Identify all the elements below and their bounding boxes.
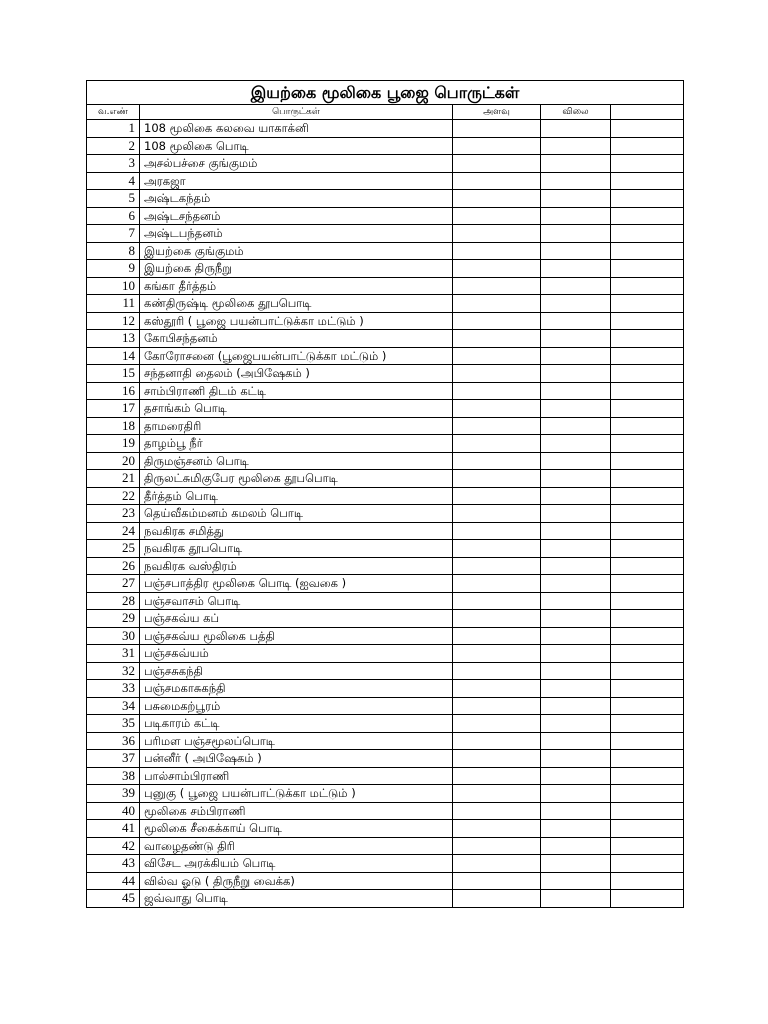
price-cell [541, 452, 611, 470]
quantity-cell [453, 452, 541, 470]
serial-cell: 39 [87, 785, 140, 803]
serial-cell: 12 [87, 312, 140, 330]
item-cell: இயற்கை குங்குமம் [140, 242, 453, 260]
table-row [87, 750, 684, 768]
price-cell [541, 120, 611, 138]
serial-cell: 23 [87, 505, 140, 523]
item-cell: படிகாரம் கட்டி [140, 715, 453, 733]
extra-cell [611, 732, 684, 750]
item-header: பொருட்கள் [140, 105, 453, 120]
quantity-cell [453, 277, 541, 295]
quantity-cell [453, 697, 541, 715]
table-row [87, 470, 684, 488]
price-cell [541, 697, 611, 715]
serial-cell: 2 [87, 137, 140, 155]
quantity-cell [453, 890, 541, 908]
item-cell: அசல்பச்சை குங்குமம் [140, 155, 453, 173]
table-row [87, 487, 684, 505]
extra-cell [611, 190, 684, 208]
price-cell [541, 242, 611, 260]
serial-cell: 32 [87, 662, 140, 680]
table-row [87, 540, 684, 558]
extra-cell [611, 785, 684, 803]
table-row [87, 155, 684, 173]
serial-cell: 26 [87, 557, 140, 575]
table-row [87, 820, 684, 838]
serial-cell: 10 [87, 277, 140, 295]
price-cell [541, 890, 611, 908]
quantity-cell [453, 750, 541, 768]
table-row [87, 557, 684, 575]
extra-cell [611, 242, 684, 260]
table-row [87, 330, 684, 348]
item-cell: நவகிரக வஸ்திரம் [140, 557, 453, 575]
serial-cell: 33 [87, 680, 140, 698]
quantity-cell [453, 680, 541, 698]
quantity-cell [453, 522, 541, 540]
item-cell: பஞ்சவாசம் பொடி [140, 592, 453, 610]
quantity-cell [453, 855, 541, 873]
item-cell: தசாங்கம் பொடி [140, 400, 453, 418]
table-row [87, 260, 684, 278]
quantity-cell [453, 260, 541, 278]
item-cell: சாம்பிராணி திடம் கட்டி [140, 382, 453, 400]
quantity-cell [453, 435, 541, 453]
serial-cell: 41 [87, 820, 140, 838]
quantity-cell [453, 802, 541, 820]
quantity-cell [453, 242, 541, 260]
table-row [87, 172, 684, 190]
item-cell: 108 மூலிகை பொடி [140, 137, 453, 155]
price-cell [541, 837, 611, 855]
item-cell: சந்தனாதி தைலம் (அபிஷேகம் ) [140, 365, 453, 383]
price-cell [541, 820, 611, 838]
item-cell: பஞ்சமகாசுகந்தி [140, 680, 453, 698]
table-row [87, 575, 684, 593]
item-cell: திருமஞ்சனம் பொடி [140, 452, 453, 470]
table-row [87, 627, 684, 645]
serial-cell: 15 [87, 365, 140, 383]
price-cell [541, 225, 611, 243]
extra-cell [611, 120, 684, 138]
price-cell [541, 487, 611, 505]
item-cell: பஞ்சசுகந்தி [140, 662, 453, 680]
item-cell: தாழம்பூ நீர் [140, 435, 453, 453]
extra-cell [611, 225, 684, 243]
table-row [87, 732, 684, 750]
quantity-cell [453, 872, 541, 890]
serial-cell: 7 [87, 225, 140, 243]
table-row [87, 417, 684, 435]
quantity-cell [453, 645, 541, 663]
table-row [87, 435, 684, 453]
price-cell [541, 627, 611, 645]
item-cell: பன்னீர் ( அபிஷேகம் ) [140, 750, 453, 768]
serial-cell: 20 [87, 452, 140, 470]
table-row [87, 347, 684, 365]
price-cell [541, 260, 611, 278]
extra-cell [611, 260, 684, 278]
item-cell: வாழைதண்டு திரி [140, 837, 453, 855]
table-row [87, 855, 684, 873]
item-cell: நவகிரக தூபபொடி [140, 540, 453, 558]
table-row [87, 277, 684, 295]
serial-cell: 36 [87, 732, 140, 750]
price-cell [541, 137, 611, 155]
quantity-cell [453, 575, 541, 593]
item-cell: கோபிசந்தனம் [140, 330, 453, 348]
quantity-cell [453, 172, 541, 190]
price-header: விலை [541, 105, 611, 120]
item-cell: விசேட அரக்கியம் பொடி [140, 855, 453, 873]
serial-cell: 22 [87, 487, 140, 505]
table-row [87, 242, 684, 260]
quantity-cell [453, 592, 541, 610]
serial-cell: 43 [87, 855, 140, 873]
price-cell [541, 732, 611, 750]
sheet-title: இயற்கை மூலிகை பூஜை பொருட்கள் [87, 81, 684, 105]
table-row [87, 610, 684, 628]
quantity-cell [453, 225, 541, 243]
quantity-header: அளவு [453, 105, 541, 120]
serial-cell: 25 [87, 540, 140, 558]
serial-cell: 24 [87, 522, 140, 540]
table-row [87, 137, 684, 155]
extra-cell [611, 680, 684, 698]
extra-header [611, 105, 684, 120]
price-cell [541, 347, 611, 365]
quantity-cell [453, 715, 541, 733]
item-cell: அஷ்டசந்தனம் [140, 207, 453, 225]
price-cell [541, 505, 611, 523]
serial-cell: 35 [87, 715, 140, 733]
extra-cell [611, 417, 684, 435]
table-row [87, 505, 684, 523]
item-cell: பஞ்சகவ்ய மூலிகை பத்தி [140, 627, 453, 645]
item-cell: பஞ்சபாத்திர மூலிகை பொடி (ஐவகை ) [140, 575, 453, 593]
price-cell [541, 277, 611, 295]
quantity-cell [453, 505, 541, 523]
item-cell: அரகஜா [140, 172, 453, 190]
price-cell [541, 680, 611, 698]
price-cell [541, 522, 611, 540]
item-cell: தாமரைதிரி [140, 417, 453, 435]
extra-cell [611, 662, 684, 680]
title-row [87, 81, 684, 105]
serial-cell: 38 [87, 767, 140, 785]
item-cell: தீர்த்தம் பொடி [140, 487, 453, 505]
serial-cell: 8 [87, 242, 140, 260]
extra-cell [611, 452, 684, 470]
extra-cell [611, 505, 684, 523]
serial-cell: 28 [87, 592, 140, 610]
serial-cell: 3 [87, 155, 140, 173]
table-row [87, 680, 684, 698]
serial-cell: 27 [87, 575, 140, 593]
item-cell: பசுமைகற்பூரம் [140, 697, 453, 715]
serial-cell: 29 [87, 610, 140, 628]
price-cell [541, 207, 611, 225]
serial-cell: 34 [87, 697, 140, 715]
extra-cell [611, 470, 684, 488]
table-row [87, 400, 684, 418]
quantity-cell [453, 820, 541, 838]
price-cell [541, 557, 611, 575]
price-cell [541, 155, 611, 173]
item-cell: தெய்வீகம்மனம் கமலம் பொடி [140, 505, 453, 523]
extra-cell [611, 155, 684, 173]
table-row [87, 802, 684, 820]
extra-cell [611, 382, 684, 400]
table-row [87, 662, 684, 680]
price-cell [541, 312, 611, 330]
extra-cell [611, 540, 684, 558]
table-row [87, 225, 684, 243]
serial-cell: 19 [87, 435, 140, 453]
item-cell: பரிமள பஞ்சமூலப்பொடி [140, 732, 453, 750]
serial-cell: 9 [87, 260, 140, 278]
extra-cell [611, 715, 684, 733]
price-cell [541, 592, 611, 610]
item-cell: அஷ்டபந்தனம் [140, 225, 453, 243]
item-cell: மூலிகை சம்பிராணி [140, 802, 453, 820]
item-cell: ஜவ்வாது பொடி [140, 890, 453, 908]
extra-cell [611, 697, 684, 715]
table-row [87, 767, 684, 785]
extra-cell [611, 207, 684, 225]
price-cell [541, 855, 611, 873]
table-row [87, 785, 684, 803]
table-row [87, 382, 684, 400]
quantity-cell [453, 400, 541, 418]
item-cell: கண்திருஷ்டி மூலிகை தூபபொடி [140, 295, 453, 313]
extra-cell [611, 750, 684, 768]
price-cell [541, 575, 611, 593]
pooja-items-table [86, 80, 684, 908]
extra-cell [611, 557, 684, 575]
quantity-cell [453, 785, 541, 803]
price-cell [541, 470, 611, 488]
quantity-cell [453, 627, 541, 645]
quantity-cell [453, 190, 541, 208]
extra-cell [611, 592, 684, 610]
table-row [87, 312, 684, 330]
price-cell [541, 610, 611, 628]
item-cell: நவகிரக சமித்து [140, 522, 453, 540]
price-cell [541, 872, 611, 890]
item-cell: கங்கா தீர்த்தம் [140, 277, 453, 295]
extra-cell [611, 855, 684, 873]
item-cell: பால்சாம்பிராணி [140, 767, 453, 785]
price-cell [541, 802, 611, 820]
extra-cell [611, 820, 684, 838]
quantity-cell [453, 540, 541, 558]
price-cell [541, 365, 611, 383]
item-cell: வில்வ ஓடு ( திருநீறு வைக்க) [140, 872, 453, 890]
quantity-cell [453, 330, 541, 348]
extra-cell [611, 400, 684, 418]
quantity-cell [453, 732, 541, 750]
table-row [87, 592, 684, 610]
serial-header: வ.எண் [87, 105, 140, 120]
serial-cell: 1 [87, 120, 140, 138]
serial-cell: 31 [87, 645, 140, 663]
extra-cell [611, 890, 684, 908]
extra-cell [611, 137, 684, 155]
extra-cell [611, 172, 684, 190]
price-cell [541, 400, 611, 418]
serial-cell: 45 [87, 890, 140, 908]
table-row [87, 190, 684, 208]
table-row [87, 452, 684, 470]
price-cell [541, 767, 611, 785]
price-cell [541, 172, 611, 190]
item-cell: அஷ்டகந்தம் [140, 190, 453, 208]
serial-cell: 21 [87, 470, 140, 488]
quantity-cell [453, 347, 541, 365]
extra-cell [611, 627, 684, 645]
table-row [87, 645, 684, 663]
table-row [87, 890, 684, 908]
extra-cell [611, 330, 684, 348]
extra-cell [611, 575, 684, 593]
table-body [87, 120, 684, 908]
item-cell: கஸ்தூரி ( பூஜை பயன்பாட்டுக்கா மட்டும் ) [140, 312, 453, 330]
quantity-cell [453, 837, 541, 855]
quantity-cell [453, 417, 541, 435]
price-cell [541, 417, 611, 435]
price-cell [541, 540, 611, 558]
price-cell [541, 330, 611, 348]
serial-cell: 14 [87, 347, 140, 365]
serial-cell: 30 [87, 627, 140, 645]
quantity-cell [453, 662, 541, 680]
serial-cell: 40 [87, 802, 140, 820]
table-row [87, 120, 684, 138]
extra-cell [611, 802, 684, 820]
price-cell [541, 645, 611, 663]
table-row [87, 207, 684, 225]
quantity-cell [453, 382, 541, 400]
serial-cell: 44 [87, 872, 140, 890]
serial-cell: 11 [87, 295, 140, 313]
table-row [87, 715, 684, 733]
quantity-cell [453, 207, 541, 225]
table-row [87, 295, 684, 313]
extra-cell [611, 645, 684, 663]
serial-cell: 18 [87, 417, 140, 435]
serial-cell: 4 [87, 172, 140, 190]
table-row [87, 697, 684, 715]
quantity-cell [453, 120, 541, 138]
extra-cell [611, 435, 684, 453]
price-cell [541, 662, 611, 680]
extra-cell [611, 872, 684, 890]
serial-cell: 6 [87, 207, 140, 225]
quantity-cell [453, 610, 541, 628]
quantity-cell [453, 767, 541, 785]
extra-cell [611, 277, 684, 295]
quantity-cell [453, 295, 541, 313]
serial-cell: 5 [87, 190, 140, 208]
quantity-cell [453, 137, 541, 155]
price-cell [541, 715, 611, 733]
serial-cell: 17 [87, 400, 140, 418]
item-cell: மூலிகை சீகைக்காய் பொடி [140, 820, 453, 838]
extra-cell [611, 522, 684, 540]
extra-cell [611, 347, 684, 365]
extra-cell [611, 837, 684, 855]
price-cell [541, 435, 611, 453]
quantity-cell [453, 470, 541, 488]
extra-cell [611, 767, 684, 785]
serial-cell: 16 [87, 382, 140, 400]
table-row [87, 365, 684, 383]
price-cell [541, 750, 611, 768]
serial-cell: 37 [87, 750, 140, 768]
table-row [87, 872, 684, 890]
item-cell: புனுகு ( பூஜை பயன்பாட்டுக்கா மட்டும் ) [140, 785, 453, 803]
serial-cell: 13 [87, 330, 140, 348]
item-cell: இயற்கை திருநீறு [140, 260, 453, 278]
quantity-cell [453, 155, 541, 173]
quantity-cell [453, 312, 541, 330]
quantity-cell [453, 487, 541, 505]
serial-cell: 42 [87, 837, 140, 855]
extra-cell [611, 295, 684, 313]
table-row [87, 522, 684, 540]
quantity-cell [453, 365, 541, 383]
item-cell: கோரோசனை (பூஜைபயன்பாட்டுக்கா மட்டும் ) [140, 347, 453, 365]
item-cell: 108 மூலிகை கலவை யாகாக்னி [140, 120, 453, 138]
extra-cell [611, 365, 684, 383]
extra-cell [611, 487, 684, 505]
table-row [87, 837, 684, 855]
extra-cell [611, 312, 684, 330]
price-cell [541, 295, 611, 313]
item-cell: பஞ்சகவ்ய கப் [140, 610, 453, 628]
price-cell [541, 785, 611, 803]
price-cell [541, 190, 611, 208]
item-cell: பஞ்சகவ்யம் [140, 645, 453, 663]
extra-cell [611, 610, 684, 628]
price-cell [541, 382, 611, 400]
item-cell: திருலட்சுமிகுபேர மூலிகை தூபபொடி [140, 470, 453, 488]
header-row [87, 105, 684, 120]
quantity-cell [453, 557, 541, 575]
